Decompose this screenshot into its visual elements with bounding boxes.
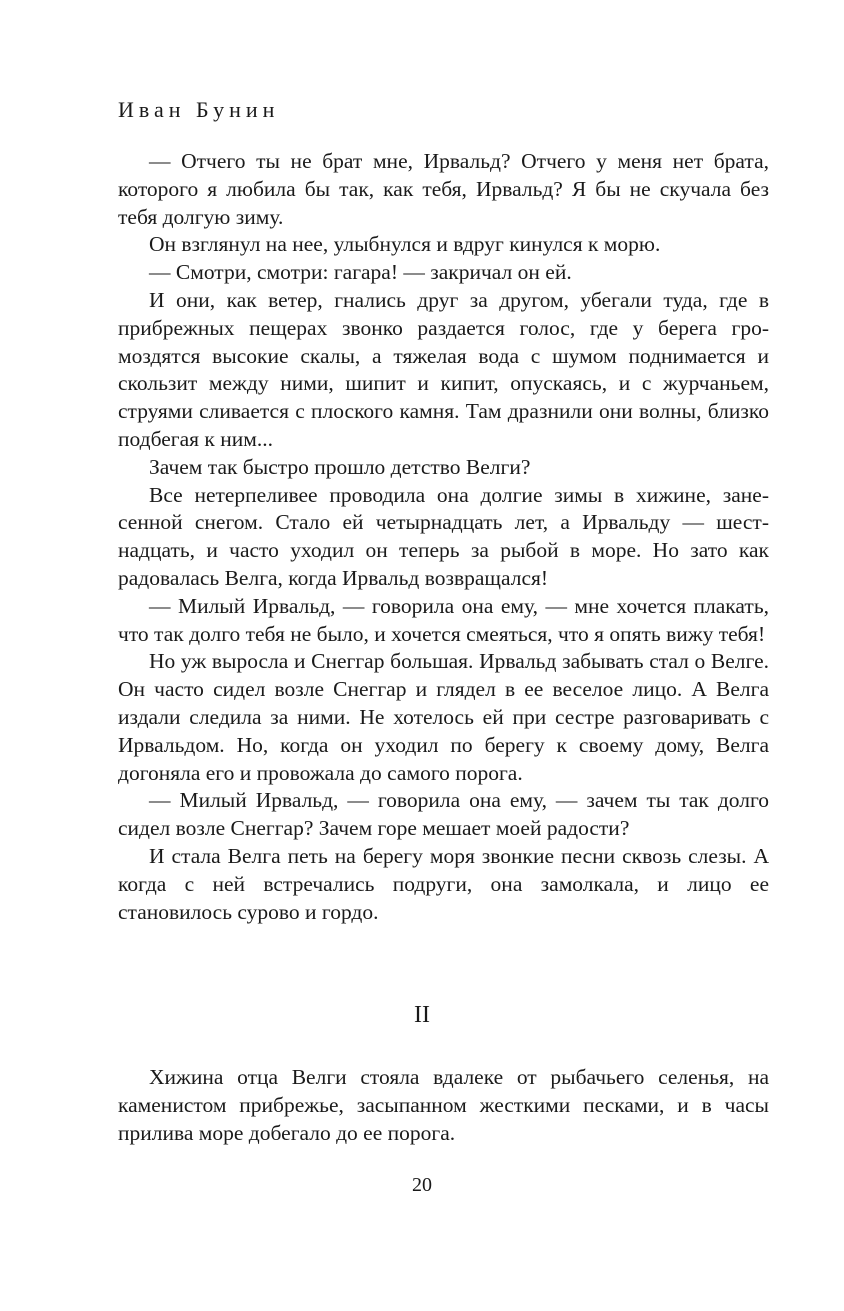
section-heading: II bbox=[414, 1002, 430, 1028]
body-text-section-2 bbox=[118, 1064, 769, 1147]
paragraph: Он взглянул на нее, улыбнулся и вдруг кинулся к морю. bbox=[149, 232, 661, 257]
paragraph: — Отчего ты не брат мне, Ирвальд? Отчего у меня нет брата, которого я любила бы так, как тебя, Ирвальд? Я бы не скучала без тебя долгую зиму. bbox=[118, 149, 769, 229]
paragraph: Но уж выросла и Снеггар большая. Ирвальд забывать стал о Велге. Он часто сидел возле Снеггар и глядел в ее веселое лицо. А Велга издали следила за ними. Не хотелось ей при сестре разговаривать с Ирвальдом. Но, когда он уходил по берегу к своему дому, Велга догоняла его и провожала до самого порога. bbox=[118, 649, 769, 785]
paragraph: И они, как ветер, гнались друг за другом, убегали туда, где в прибрежных пещерах звонко раздается голос, где у берега громоздятся высокие скалы, а тяжелая вода с шумом поднимается и скользит между ними, шипит и кипит, опускаясь, и с журчаньем, струями сливается с плоского камня. Там дразнили они волны, близко подбегая к ним... bbox=[118, 287, 769, 451]
page-number: 20 bbox=[412, 1174, 432, 1196]
paragraph: — Милый Ирвальд, — говорила она ему, — зачем ты так долго сидел возле Снеггар? Зачем горе мешает моей радости? bbox=[118, 788, 769, 841]
paragraph: — Смотри, смотри: гагара! — закричал он ей. bbox=[149, 260, 572, 285]
paragraph: Зачем так быстро прошло детство Велги? bbox=[149, 454, 531, 479]
body-text bbox=[118, 148, 769, 926]
paragraph: — Милый Ирвальд, — говорила она ему, — мне хочется плакать, что так долго тебя не было, и хочется смеяться, что я опять вижу тебя! bbox=[118, 593, 769, 646]
paragraph: И стала Велга петь на берегу моря звонкие песни сквозь слезы. А когда с ней встречались подруги, она замолкала, и лицо ее становилось сурово и гордо. bbox=[118, 843, 769, 924]
paragraph: Все нетерпеливее проводила она долгие зимы в хижине, занесенной снегом. Стало ей четырнадцать лет, а Ирвальду — шестнадцать, и часто уходил он теперь за рыбой в море. Но зато как радовалась Велга, когда Ирвальд возвращался! bbox=[118, 482, 769, 590]
running-head: Иван Бунин bbox=[118, 97, 280, 122]
paragraph: Хижина отца Велги стояла вдалеке от рыбачьего селенья, на каменистом прибрежье, засыпанном жесткими песками, и в часы прилива море добегало до ее порога. bbox=[118, 1065, 769, 1145]
